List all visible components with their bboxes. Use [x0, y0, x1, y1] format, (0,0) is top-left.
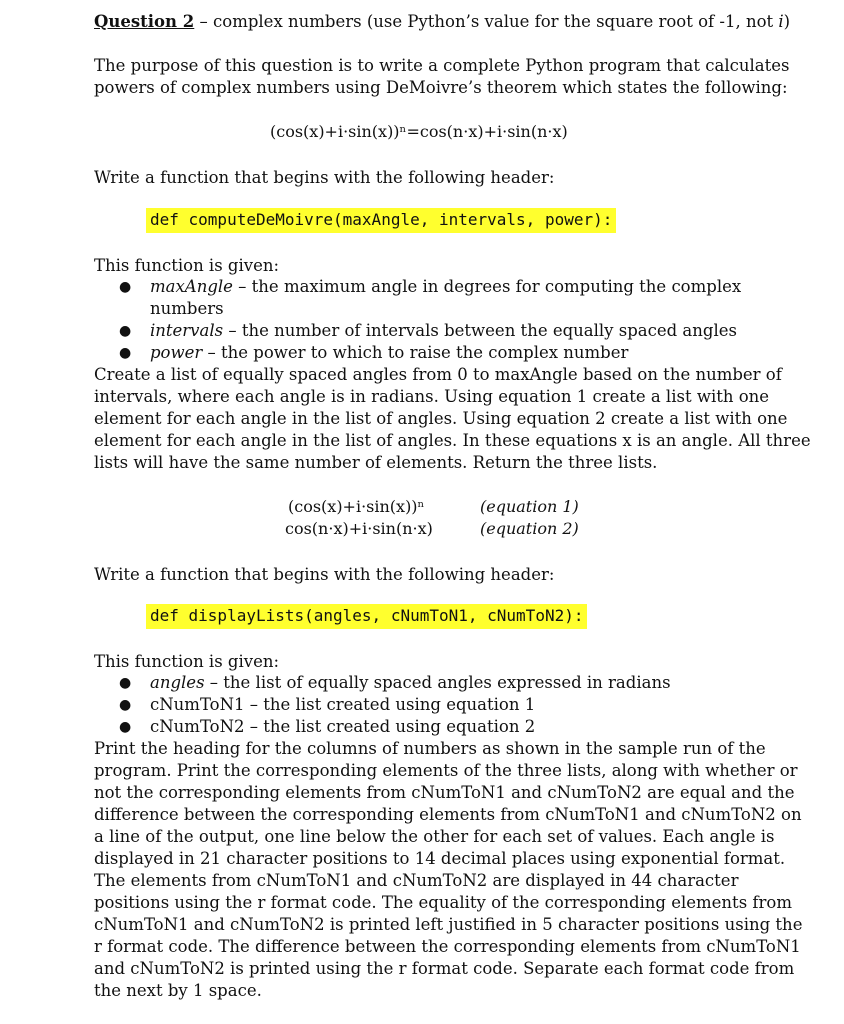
func1-body-3: element for each angle in the list of angles. Using equation 2 create a list with one [94, 409, 788, 428]
compute-demoivre-header: def computeDeMoivre(maxAngle, intervals, power): [146, 208, 616, 233]
demoivre-theorem: (cos(x)+i·sin(x))ⁿ=cos(n·x)+i·sin(n·x) [270, 122, 568, 141]
func2-body-7: The elements from cNumToN1 and cNumToN2 are displayed in 44 character [94, 871, 739, 890]
param-desc: – the number of intervals between the equally spaced angles [223, 321, 737, 340]
param-desc: – the list created using equation 2 [244, 717, 536, 736]
bullet-icon: ● [119, 279, 132, 295]
func2-body-5: a line of the output, one line below the other for each set of values. Each angle is [94, 827, 775, 846]
param-name: angles [150, 673, 205, 692]
bullet-icon: ● [119, 675, 132, 691]
param-name: maxAngle [150, 277, 233, 296]
bullet-icon: ● [119, 697, 132, 713]
question-subtitle-end: ) [783, 12, 791, 31]
param-name: cNumToN1 [150, 695, 245, 714]
func1-given: This function is given: [94, 256, 280, 275]
func2-body-11: and cNumToN2 is printed using the r format code. Separate each format code from [94, 959, 795, 978]
param-desc: – the list of equally spaced angles expressed in radians [204, 673, 671, 692]
question-subtitle: – complex numbers (use Python’s value for the square root of -1, not [194, 12, 779, 31]
func2-body-2: program. Print the corresponding elements of the three lists, along with whether or [94, 761, 798, 780]
func2-body-8: positions using the r format code. The equality of the corresponding elements from [94, 893, 792, 912]
param-desc: – the power to which to raise the complex number [202, 343, 629, 362]
intro-line-1: The purpose of this question is to write a complete Python program that calculates [94, 56, 790, 75]
param-intervals [150, 320, 737, 342]
func2-given: This function is given: [94, 652, 280, 671]
func2-body-4: difference between the corresponding elements from cNumToN1 and cNumToN2 on [94, 805, 802, 824]
param-maxangle [150, 276, 741, 298]
display-lists-header: def displayLists(angles, cNumToN1, cNumToN2): [146, 604, 587, 629]
func2-body-3: not the corresponding elements from cNumToN1 and cNumToN2 are equal and the [94, 783, 795, 802]
param-name: power [150, 343, 203, 362]
question-heading [94, 11, 790, 33]
param-name: cNumToN2 [150, 717, 245, 736]
equation-2-label: (equation 2) [480, 519, 579, 538]
func1-body-4: element for each angle in the list of angles. In these equations x is an angle. All three [94, 431, 811, 450]
question-label: Question 2 [94, 12, 195, 31]
equation-2-expr: cos(n·x)+i·sin(n·x) [285, 519, 433, 538]
func1-body-2: intervals, where each angle is in radians. Using equation 1 create a list with one [94, 387, 770, 406]
func2-body-10: r format code. The difference between the corresponding elements from cNumToN1 [94, 937, 801, 956]
intro-line-2: powers of complex numbers using DeMoivre’s theorem which states the following: [94, 78, 788, 97]
bullet-icon: ● [119, 323, 132, 339]
func2-body-1: Print the heading for the columns of numbers as shown in the sample run of the [94, 739, 766, 758]
param-desc: – the list created using equation 1 [244, 695, 536, 714]
func1-body-5: lists will have the same number of elements. Return the three lists. [94, 453, 658, 472]
func1-body-1: Create a list of equally spaced angles from 0 to maxAngle based on the number of [94, 365, 782, 384]
param-maxangle-cont: numbers [150, 299, 224, 318]
param-cnumton1 [150, 694, 535, 716]
param-name: intervals [150, 321, 224, 340]
func2-body-6: displayed in 21 character positions to 14 decimal places using exponential format. [94, 849, 786, 868]
param-angles [150, 672, 671, 694]
func2-intro: Write a function that begins with the following header: [94, 565, 555, 584]
equation-1-label: (equation 1) [480, 497, 579, 516]
equation-1-expr: (cos(x)+i·sin(x))ⁿ [288, 497, 425, 516]
func2-body-12: the next by 1 space. [94, 981, 262, 1000]
question-subtitle-i: i [778, 12, 784, 31]
func2-body-9: cNumToN1 and cNumToN2 is printed left justified in 5 character positions using the [94, 915, 803, 934]
param-power [150, 342, 628, 364]
func1-intro: Write a function that begins with the following header: [94, 168, 555, 187]
bullet-icon: ● [119, 719, 132, 735]
param-desc: – the maximum angle in degrees for computing the complex [232, 277, 742, 296]
param-cnumton2 [150, 716, 535, 738]
bullet-icon: ● [119, 345, 132, 361]
